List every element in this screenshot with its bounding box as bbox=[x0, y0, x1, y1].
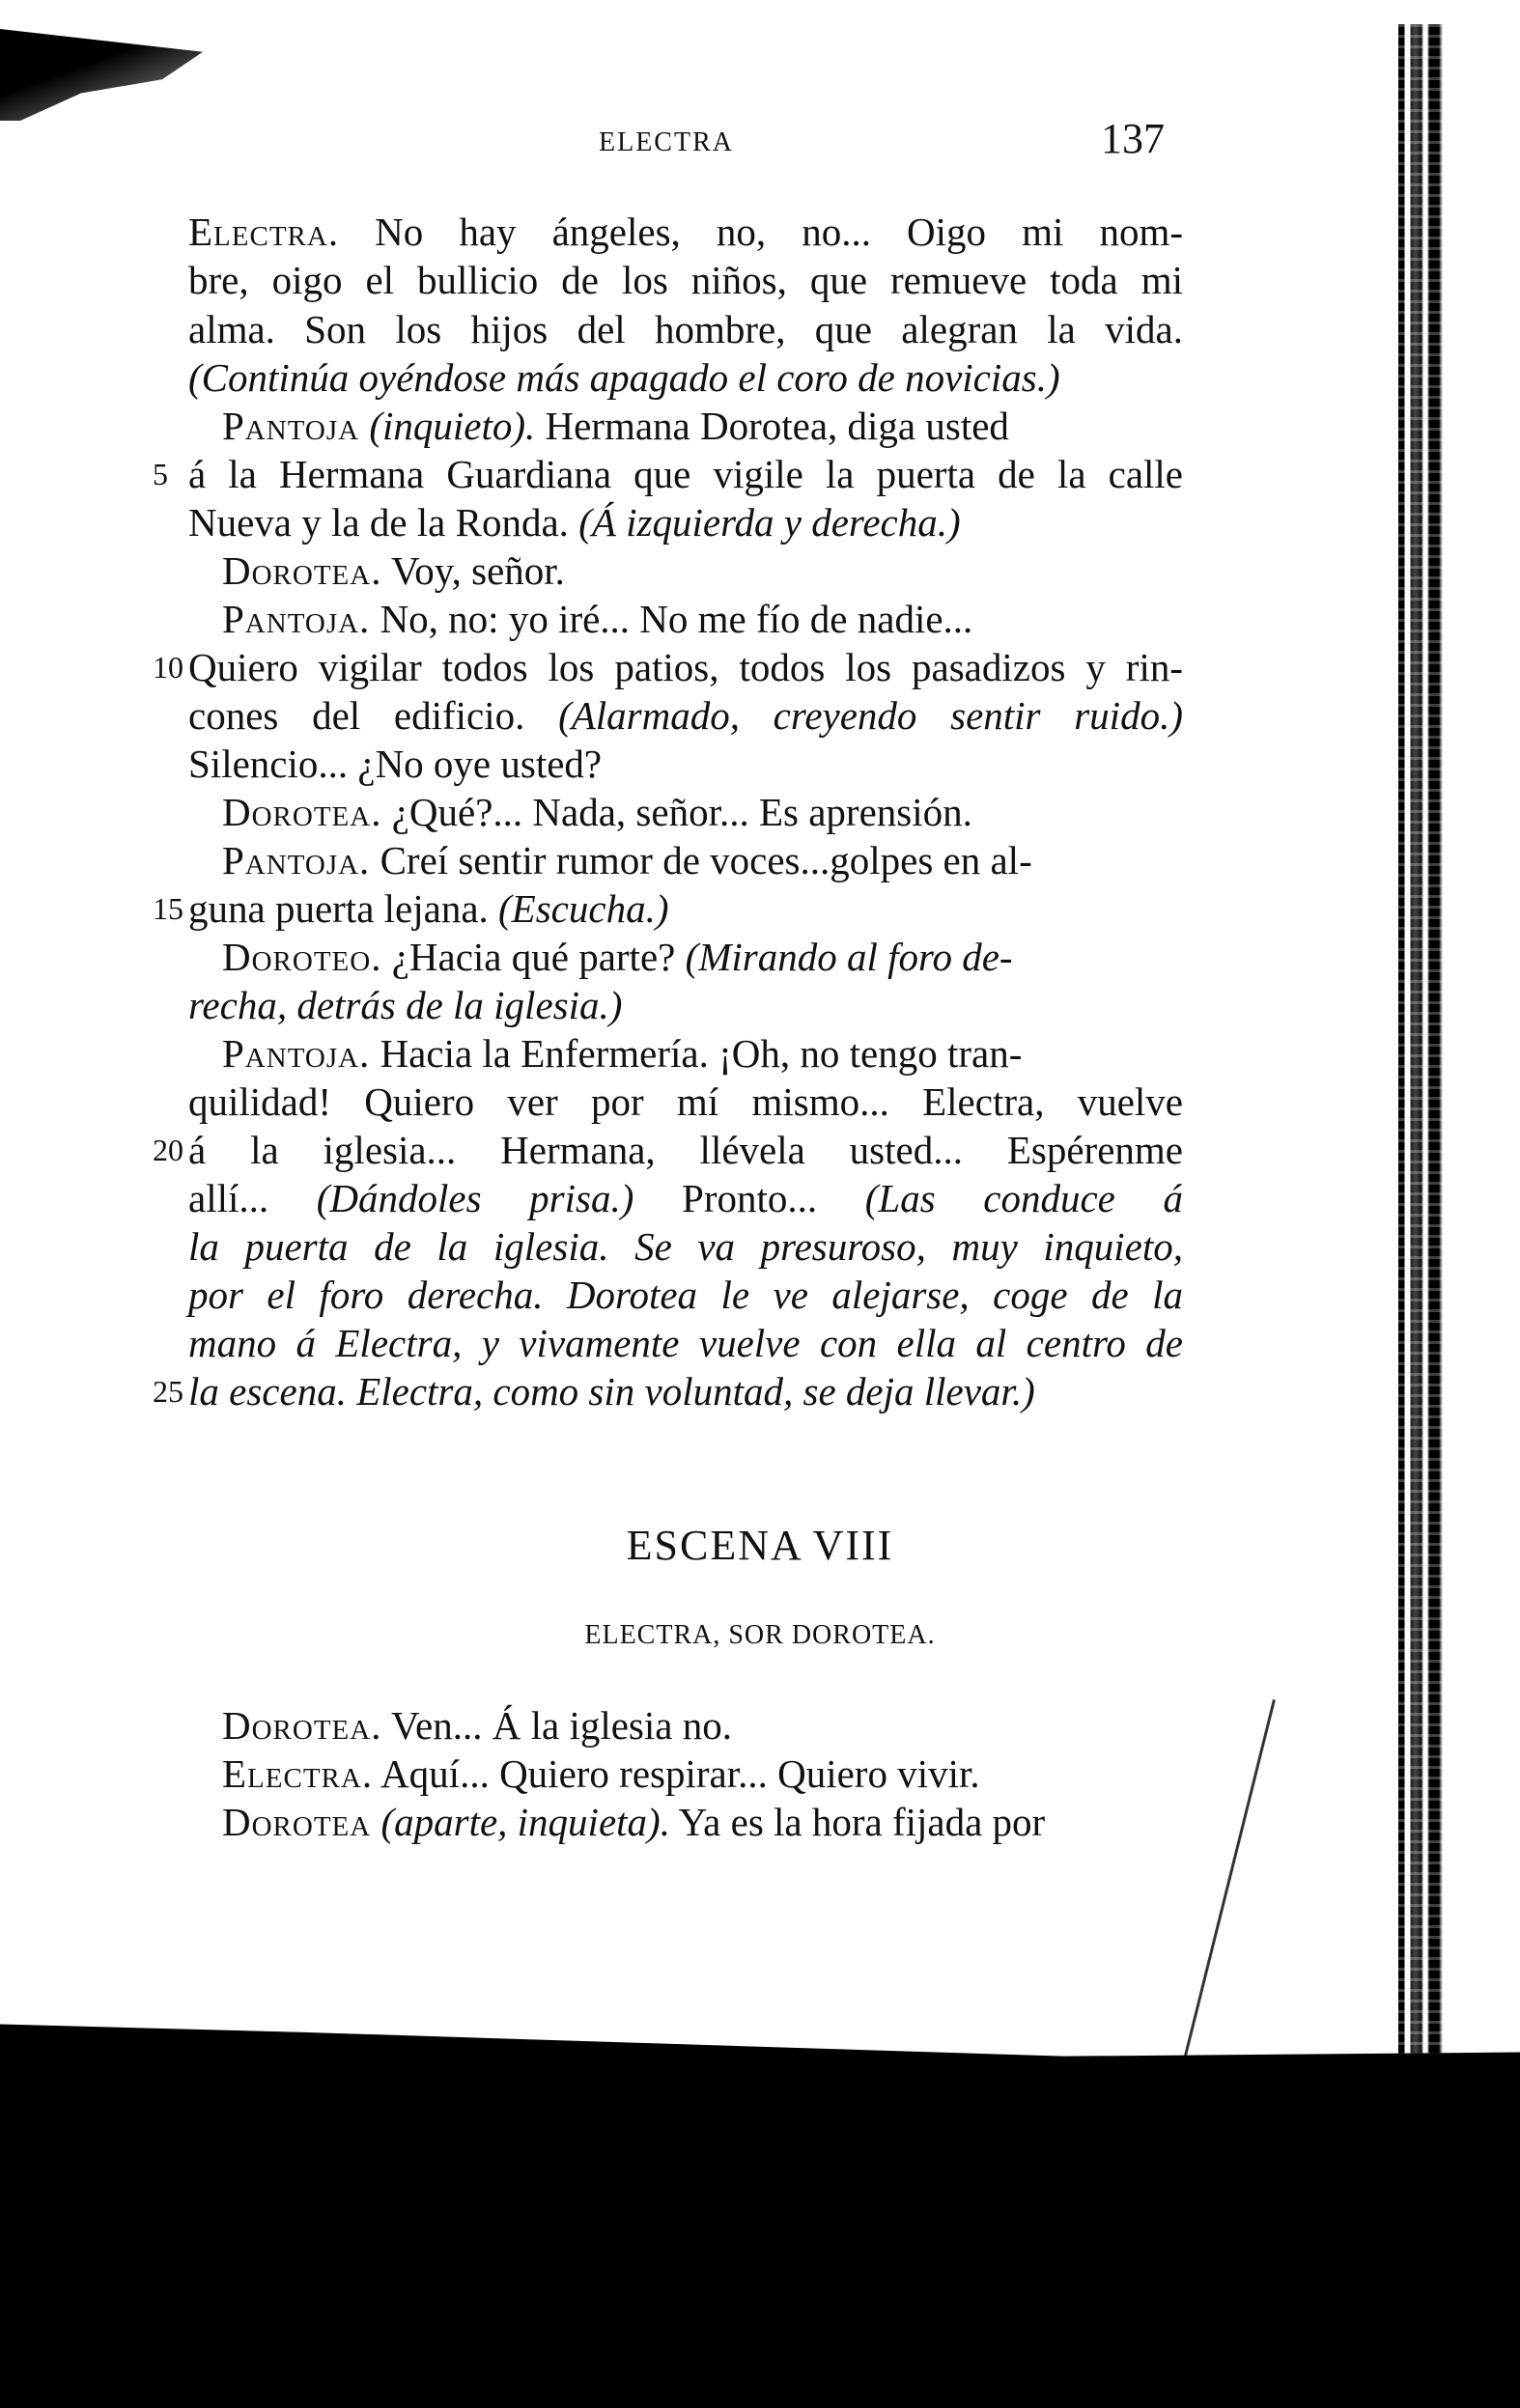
scan-shadow-top-left bbox=[0, 29, 203, 121]
text-line: Dorotea. ¿Qué?... Nada, señor... Es aprensión. bbox=[222, 790, 972, 834]
scan-book-edge-right bbox=[1398, 24, 1520, 2090]
scene-title: ESCENA VIII bbox=[626, 1522, 894, 1569]
text-line: guna puerta lejana. (Escucha.) bbox=[188, 886, 669, 931]
stage-direction-line: mano á Electra, y vivamente vuelve con ella al centro de bbox=[188, 1321, 1183, 1365]
speaker-name: Dorotea. bbox=[222, 548, 382, 593]
text-line: á la Hermana Guardiana que vigile la puerta de la calle bbox=[188, 452, 1183, 496]
text-line: Doroteo. ¿Hacia qué parte? (Mirando al foro de- bbox=[222, 935, 1013, 979]
text-line: alma. Son los hijos del hombre, que alegran la vida. bbox=[188, 307, 1183, 351]
text-line: quilidad! Quiero ver por mí mismo... Electra, vuelve bbox=[188, 1079, 1183, 1124]
text-line: Dorotea. Voy, señor. bbox=[222, 548, 565, 593]
speaker-name: Pantoja. bbox=[222, 838, 371, 882]
stage-direction-line: por el foro derecha. Dorotea le ve alejarse, coge de la bbox=[188, 1273, 1183, 1317]
text-line: cones del edificio. (Alarmado, creyendo sentir ruido.) bbox=[188, 693, 1183, 738]
text-line: á la iglesia... Hermana, llévela usted... Espérenme bbox=[188, 1128, 1183, 1172]
speaker-name: Pantoja. bbox=[222, 1031, 371, 1076]
text-line: Electra. Aquí... Quiero respirar... Quiero vivir. bbox=[222, 1751, 980, 1796]
line-number: 10 bbox=[153, 650, 183, 685]
stage-direction-line: (Continúa oyéndose más apagado el coro de novicias.) bbox=[188, 355, 1060, 400]
speaker-name: Doroteo. bbox=[222, 935, 382, 979]
text-line: Electra. No hay ángeles, no, no... Oigo mi nom- bbox=[188, 210, 1183, 254]
text-line: Pantoja. No, no: yo iré... No me fío de nadie... bbox=[222, 597, 973, 641]
line-number: 5 bbox=[153, 457, 168, 491]
running-header-title: ELECTRA bbox=[599, 127, 734, 157]
scene-cast-list: ELECTRA, SOR DOROTEA. bbox=[584, 1620, 936, 1650]
speaker-name: Electra. bbox=[222, 1751, 374, 1796]
page-number: 137 bbox=[1101, 115, 1165, 162]
stage-direction-line: la puerta de la iglesia. Se va presuroso, muy inquieto, bbox=[188, 1224, 1183, 1269]
text-line: Pantoja. Creí sentir rumor de voces...golpes en al- bbox=[222, 838, 1032, 882]
text-line: Dorotea. Ven... Á la iglesia no. bbox=[222, 1703, 732, 1748]
speaker-name: Electra. bbox=[188, 210, 340, 254]
speaker-name: Dorotea. bbox=[222, 790, 382, 834]
text-line: bre, oigo el bullicio de los niños, que remueve toda mi bbox=[188, 258, 1183, 302]
stage-direction-line: recha, detrás de la iglesia.) bbox=[188, 983, 623, 1027]
speaker-name: Dorotea. bbox=[222, 1703, 382, 1748]
speaker-name: Pantoja. bbox=[222, 597, 371, 641]
speaker-name: Dorotea bbox=[222, 1800, 372, 1844]
line-number: 20 bbox=[153, 1133, 183, 1167]
text-line: Silencio... ¿No oye usted? bbox=[188, 742, 603, 786]
text-line: Quiero vigilar todos los patios, todos los pasadizos y rin- bbox=[188, 645, 1183, 689]
line-number: 15 bbox=[153, 891, 183, 926]
scan-shadow-bottom bbox=[0, 2008, 1520, 2408]
scan-page-fold-line bbox=[1174, 1699, 1276, 2093]
stage-direction-line: la escena. Electra, como sin voluntad, se deja llevar.) bbox=[188, 1369, 1035, 1414]
speaker-name: Pantoja bbox=[222, 404, 360, 448]
text-line: Pantoja. Hacia la Enfermería. ¡Oh, no tengo tran- bbox=[222, 1031, 1023, 1076]
text-line: Nueva y la de la Ronda. (Á izquierda y derecha.) bbox=[188, 500, 961, 545]
text-line: Dorotea (aparte, inquieta). Ya es la hora fijada por bbox=[222, 1800, 1046, 1844]
text-line: allí... (Dándoles prisa.) Pronto... (Las conduce á bbox=[188, 1176, 1183, 1220]
text-line: Pantoja (inquieto). Hermana Dorotea, diga usted bbox=[222, 404, 1009, 448]
line-number: 25 bbox=[153, 1374, 183, 1409]
